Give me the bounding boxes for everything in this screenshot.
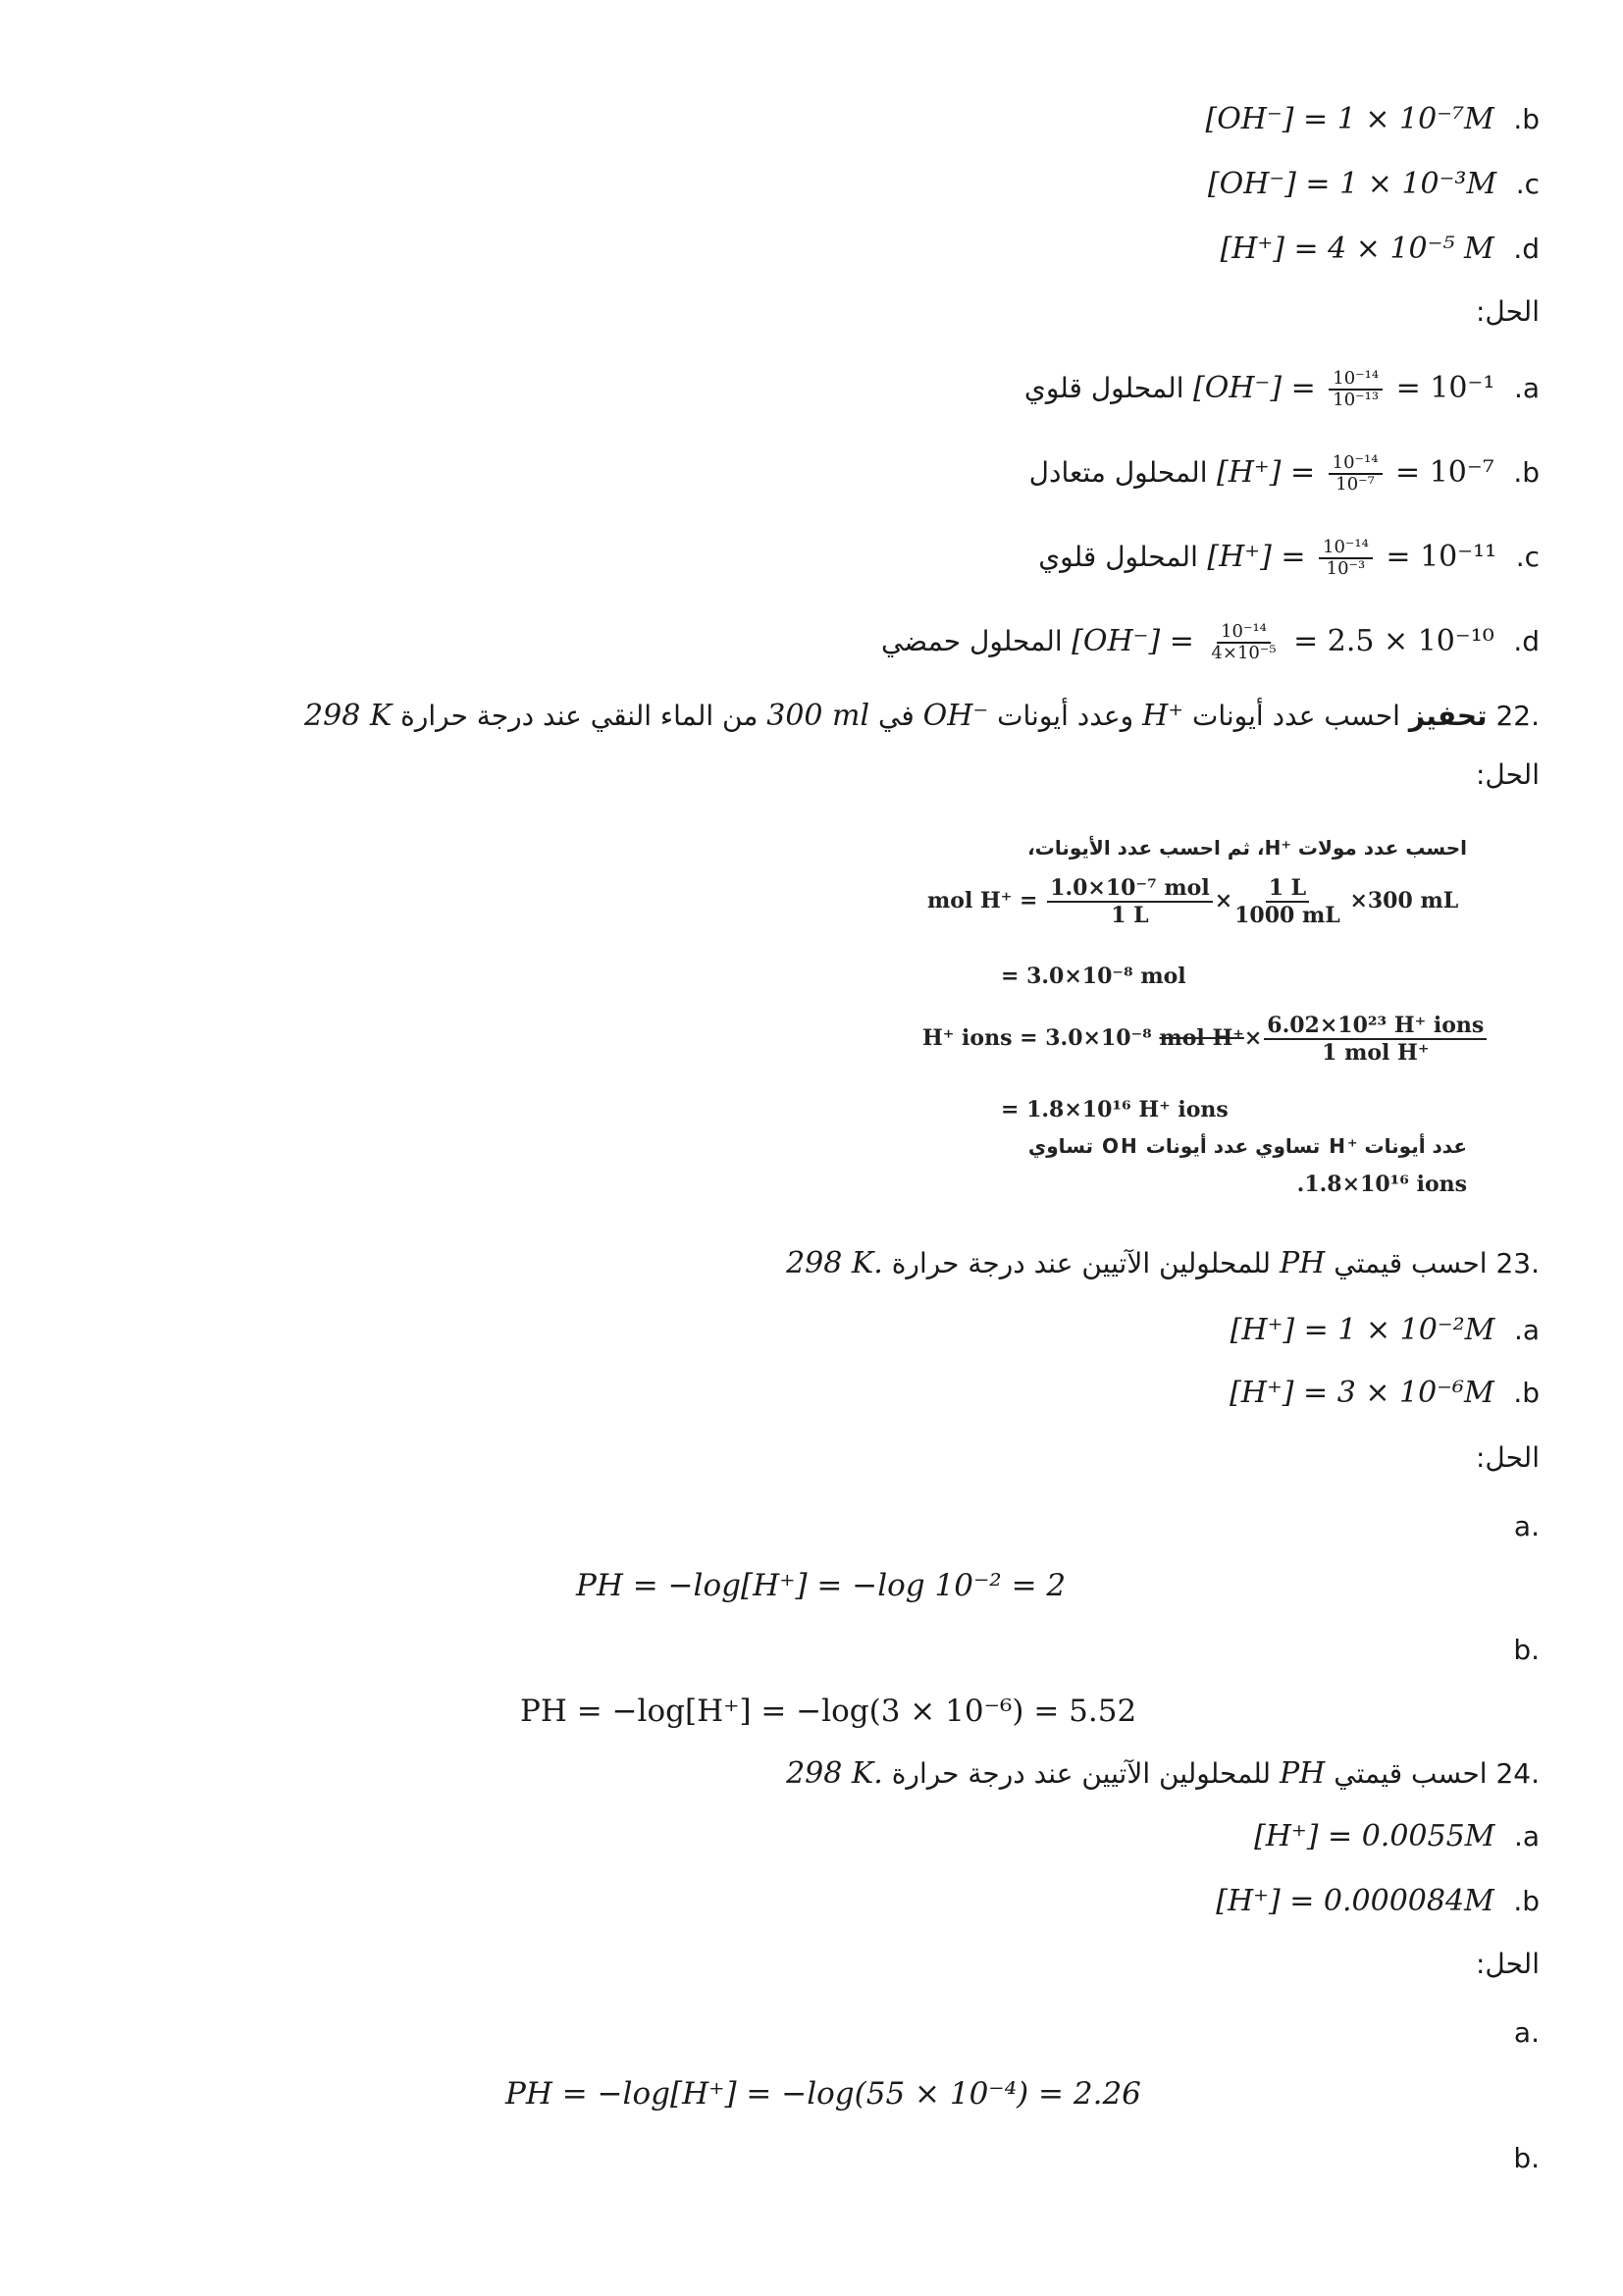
q24-option-b	[1216, 1882, 1540, 1921]
q24-sol-a-label: .a	[1513, 2016, 1540, 2049]
option-b-label: .b	[1513, 103, 1540, 135]
q23-text2: للمحلولين الآتيين عند درجة حرارة	[891, 1247, 1272, 1279]
solution-c-lhs: [H⁺] =	[1207, 540, 1306, 574]
solution-a-rhs: = 10⁻¹	[1395, 371, 1495, 405]
q23-sol-a-label: .a	[1513, 1510, 1540, 1542]
q22-text4: من الماء النقي عند درجة حرارة	[400, 700, 759, 732]
q23-option-a-math: [H⁺] = 1 × 10⁻²M	[1230, 1313, 1495, 1347]
solution-b	[1029, 453, 1540, 495]
q24-sol-a-eq: PH = −log[H⁺] = −log(55 × 10⁻⁴) = 2.26	[505, 2076, 1141, 2112]
img-row3-lhs: H⁺ ions = 3.0×10⁻⁸	[922, 1025, 1152, 1051]
option-b-math: [OH⁻] = 1 × 10⁻⁷M	[1205, 102, 1494, 136]
q22-solution-image	[917, 824, 1487, 1217]
img-row1-num2: 1 L	[1266, 875, 1309, 903]
solution-heading-2: الحل:	[1475, 758, 1540, 791]
q23-option-a	[1230, 1311, 1540, 1350]
option-c-oh	[1208, 165, 1540, 204]
solution-b-label: .b	[1513, 456, 1540, 489]
q23-m1: PH	[1280, 1246, 1326, 1280]
solution-b-fraction	[1329, 453, 1383, 495]
img-row3-strike: mol H⁺	[1159, 1025, 1244, 1051]
img-row1-den1: 1 L	[1111, 903, 1149, 928]
solution-c-rhs: = 10⁻¹¹	[1386, 540, 1497, 574]
solution-c	[1038, 538, 1540, 579]
option-d-label: .d	[1513, 233, 1540, 265]
q24-text1: احسب قيمتي	[1334, 1757, 1488, 1790]
img-row1-tail: ×300 mL	[1349, 888, 1459, 913]
solution-a	[1024, 369, 1540, 410]
q22-text1: احسب عدد أيونات	[1191, 700, 1400, 732]
q23-option-b-math: [H⁺] = 3 × 10⁻⁶M	[1230, 1376, 1494, 1410]
solution-a-text: المحلول قلوي	[1023, 372, 1184, 404]
q22-m1: H⁺	[1142, 699, 1184, 733]
img-row1-num1: 1.0×10⁻⁷ mol	[1047, 875, 1213, 903]
solution-d-label: .d	[1513, 625, 1540, 657]
solution-b-text: المحلول متعادل	[1028, 456, 1208, 489]
solution-d-lhs: [OH⁻] =	[1072, 624, 1194, 658]
solution-d-text: المحلول حمضي	[880, 625, 1063, 657]
question-23	[786, 1244, 1540, 1283]
option-c-label: .c	[1515, 168, 1540, 200]
img-row6: .1.8×10¹⁶ ions	[1296, 1172, 1467, 1197]
option-d-math: [H⁺] = 4 × 10⁻⁵ M	[1220, 232, 1494, 266]
q23-sol-a-eq: PH = −log[H⁺] = −log 10⁻² = 2	[576, 1568, 1067, 1603]
q23-sol-b-eq: PH = −log[H⁺] = −log(3 × 10⁻⁶) = 5.52	[520, 1694, 1137, 1729]
img-row1-den2: 1000 mL	[1234, 903, 1340, 928]
q24-option-a-math: [H⁺] = 0.0055M	[1254, 1819, 1495, 1853]
option-c-math: [OH⁻] = 1 × 10⁻³M	[1207, 167, 1497, 201]
solution-heading-4: الحل:	[1475, 1948, 1540, 1980]
q22-m4: 298 K	[304, 699, 393, 733]
solution-d-num: 10⁻¹⁴	[1217, 622, 1271, 644]
q22-bold: تحفيز	[1408, 700, 1488, 732]
solution-a-num: 10⁻¹⁴	[1329, 369, 1383, 391]
q23-number: .23	[1495, 1247, 1540, 1279]
question-24	[786, 1754, 1540, 1794]
img-row1: mol H⁺ = $\frac{\text{1.0×10⁻⁷ mol}}{1 L}$ × $\frac{1 L}{1000 mL}$ ×300 mL	[927, 875, 1459, 928]
img-title: احسب عدد مولات ⁺H، ثم احسب عدد الأيونات،	[1027, 836, 1467, 860]
q24-option-b-label: .b	[1513, 1885, 1540, 1917]
solution-a-fraction	[1329, 369, 1383, 410]
q23-text1: احسب قيمتي	[1334, 1247, 1488, 1279]
solution-b-lhs: [H⁺] =	[1217, 455, 1316, 490]
solution-d-den: 4×10⁻⁵	[1211, 643, 1277, 663]
solution-c-num: 10⁻¹⁴	[1319, 538, 1373, 559]
solution-c-text: المحلول قلوي	[1038, 541, 1198, 573]
solution-d-fraction	[1207, 622, 1280, 663]
q24-number: .24	[1495, 1757, 1540, 1790]
q23-option-b-label: .b	[1513, 1377, 1540, 1409]
solution-a-den: 10⁻¹³	[1333, 390, 1380, 410]
question-22	[304, 697, 1540, 736]
q22-m3: 300 ml	[766, 699, 870, 733]
q24-text2: للمحلولين الآتيين عند درجة حرارة	[891, 1757, 1272, 1790]
q24-m1: PH	[1280, 1756, 1326, 1791]
img-row3-num: 6.02×10²³ H⁺ ions	[1264, 1013, 1487, 1040]
solution-d	[881, 622, 1540, 663]
solution-d-rhs: = 2.5 × 10⁻¹⁰	[1293, 624, 1494, 658]
q22-number: .22	[1495, 700, 1540, 732]
q24-option-a	[1254, 1817, 1540, 1856]
img-row1-frac1	[1047, 875, 1213, 928]
q23-sol-b-label: .b	[1513, 1634, 1540, 1666]
solution-heading-3: الحل:	[1475, 1441, 1540, 1474]
q22-text2: وعدد أيونات	[997, 700, 1134, 732]
img-row2: = 3.0×10⁻⁸ mol	[1001, 964, 1186, 989]
q24-option-a-label: .a	[1513, 1820, 1540, 1852]
img-row3-frac	[1264, 1013, 1487, 1066]
option-d-h	[1221, 230, 1540, 269]
q24-m2: 298 K.	[786, 1756, 883, 1791]
solution-b-den: 10⁻⁷	[1335, 474, 1375, 495]
q23-m2: 298 K.	[786, 1246, 883, 1280]
q22-text3: في	[878, 700, 915, 732]
option-b-oh	[1206, 100, 1541, 139]
solution-c-den: 10⁻³	[1326, 558, 1366, 579]
solution-b-num: 10⁻¹⁴	[1329, 453, 1383, 475]
q23-option-a-label: .a	[1513, 1314, 1540, 1346]
solution-a-lhs: [OH⁻] =	[1193, 371, 1316, 405]
q22-m2: OH⁻	[922, 699, 989, 733]
solution-b-rhs: = 10⁻⁷	[1395, 455, 1494, 490]
img-row1-lhs: mol H⁺ =	[927, 888, 1038, 913]
solution-c-label: .c	[1515, 541, 1540, 573]
solution-c-fraction	[1319, 538, 1373, 579]
img-row3: H⁺ ions = 3.0×10⁻⁸ mol H⁺× $\frac{\text{6.02×10²³ H⁺ ions}}{\text{1 mol H⁺}}$	[922, 1013, 1489, 1066]
img-row1-frac2	[1234, 875, 1340, 928]
img-row4: = 1.8×10¹⁶ H⁺ ions	[1001, 1097, 1229, 1122]
img-row3-den: 1 mol H⁺	[1322, 1040, 1430, 1066]
solution-heading-1: الحل:	[1475, 295, 1540, 328]
q24-sol-b-label: .b	[1513, 2142, 1540, 2174]
img-row5: عدد أيونات ⁺H تساوي عدد أيونات OH تساوي	[1027, 1134, 1467, 1158]
q23-option-b	[1230, 1374, 1540, 1413]
q24-option-b-math: [H⁺] = 0.000084M	[1216, 1884, 1494, 1918]
solution-a-label: .a	[1513, 372, 1540, 404]
